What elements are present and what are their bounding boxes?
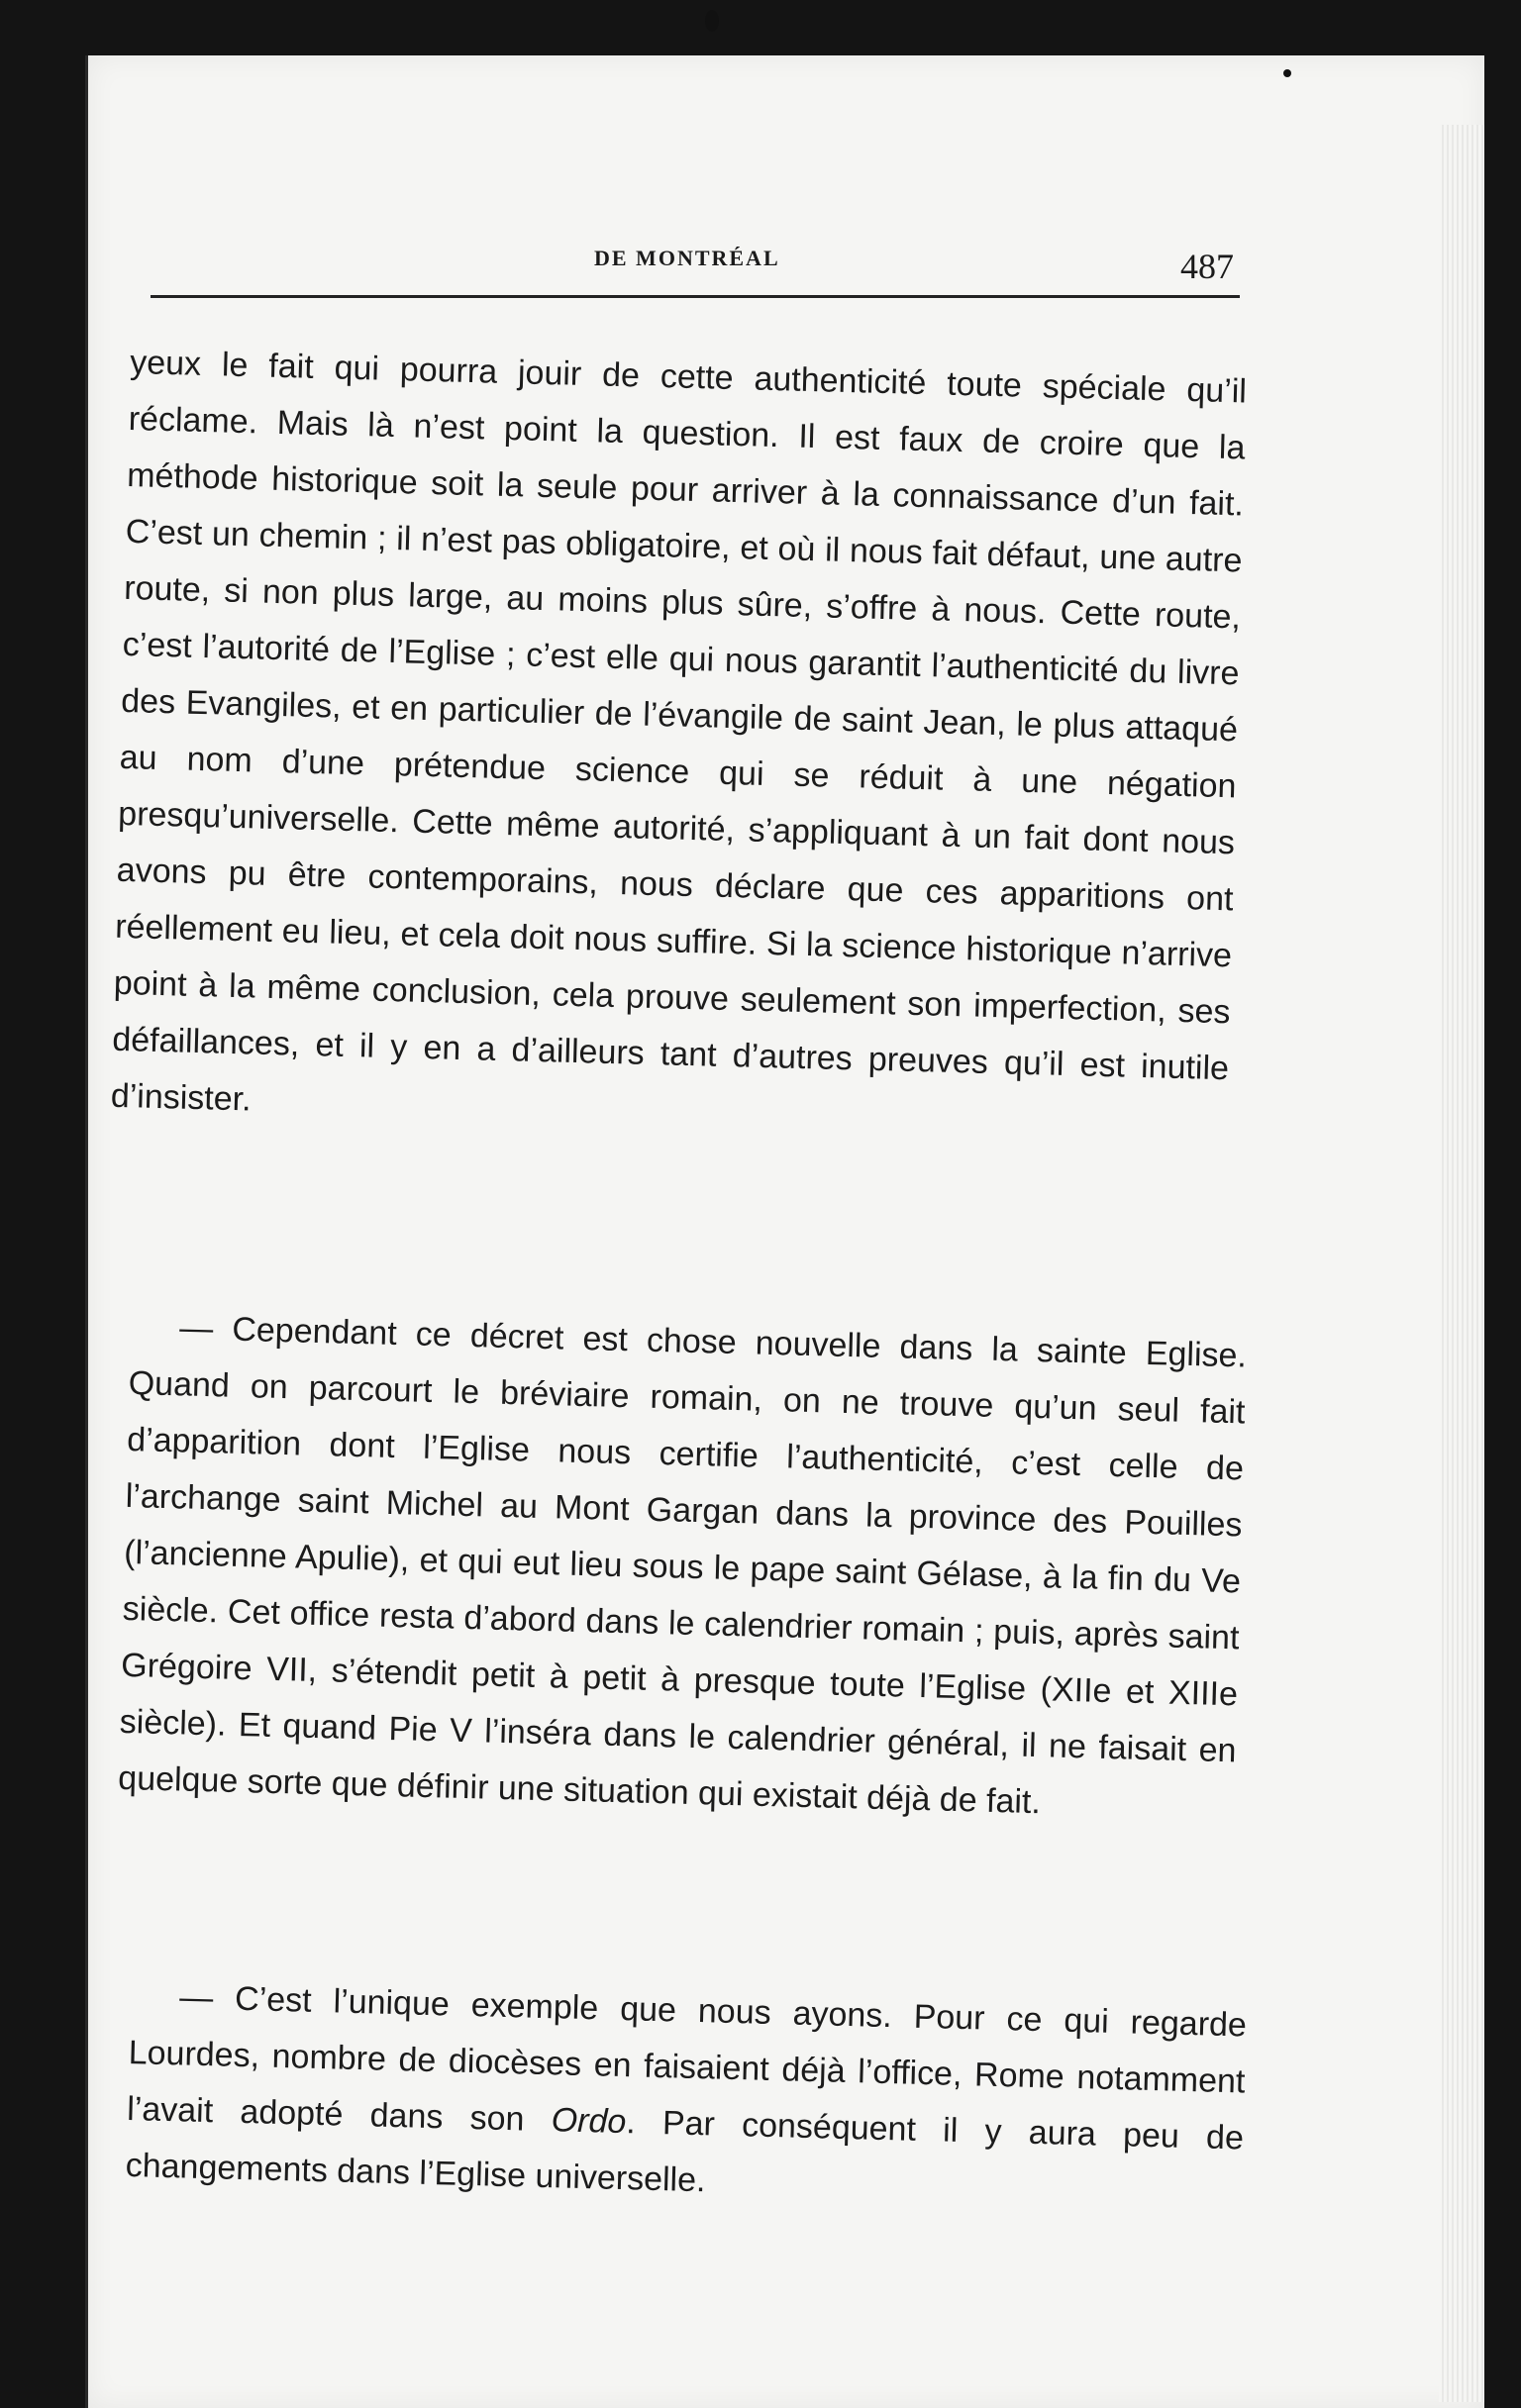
running-title: DE MONTRÉAL <box>594 246 780 270</box>
paragraph-2 <box>118 1299 1248 1836</box>
ink-speck <box>705 10 719 32</box>
page-number: 487 <box>1180 247 1234 286</box>
paragraph-3 <box>125 1968 1248 2223</box>
paragraph-2-text: — Cependant ce décret est chose nouvelle dans la sainte Eglise. Quand on parcourt le bréviaire romain, on ne trouve qu’un seul fait d’apparition dont l’Eglise nous certifie l’authenticité, c’est celle de l’archange saint Michel au Mont Gargan dans la province des Pouilles (l’ancienne Apulie), et qui eut lieu sous le pape saint Gélase, à la fin du Ve siècle. Cet office resta d’abord dans le calendrier romain ; puis, après saint Grégoire VII, s’étendit petit à petit à presque toute l’Eglise (XIIe et XIIIe siècle). Et quand Pie V l’inséra dans le calendrier général, il ne faisait en quelque sorte que définir une situation qui existait déjà de fait. <box>117 1309 1248 1822</box>
page-edge <box>1439 125 1484 2402</box>
paragraph-3-text-end: . Par conséquent il y aura peu de changements dans l’Eglise universelle. <box>125 2103 1245 2200</box>
ink-speck <box>1283 69 1291 77</box>
paragraph-3-text <box>125 1968 1248 2223</box>
paragraph-3-italic-ordo: Ordo <box>551 2101 627 2142</box>
paragraph-1 <box>110 335 1248 1154</box>
paragraph-1-text: yeux le fait qui pourra jouir de cette authenticité toute spéciale qu’il réclame. Mais là n’est point la question. Il est faux de croire que la méthode historique soit la seule pour arriver à la connaissance d’un fait. C’est un chemin ; il n’est pas obligatoire, et où il nous fait défaut, une autre route, si non plus large, au moins plus sûre, s’offre à nous. Cette route, c’est l’autorité de l’Eglise ; c’est elle qui nous garantit l’authenticité du livre des Evangiles, et en particulier de l’évangile de saint Jean, le plus attaqué au nom d’une prétendue science qui se réduit à une négation presqu’universelle. Cette même autorité, s’appliquant à un fait dont nous avons pu être contemporains, nous déclare que ces apparitions ont réellement eu lieu, et cela doit nous suffire. Si la science historique n’arrive point à la même conclusion, cela prouve seulement son imperfection, ses défaillances, et il y en a d’ailleurs tant d’autres preuves qu’il est inutile d’insister. <box>110 343 1248 1119</box>
header-rule <box>151 295 1240 298</box>
paragraph-3-text-start: — C’est l’unique exemple que nous ayons. Pour ce qui regarde Lourdes, nombre de diocèses en faisaient déjà l’office, Rome notamment l’avait adopté dans son <box>126 1978 1248 2140</box>
